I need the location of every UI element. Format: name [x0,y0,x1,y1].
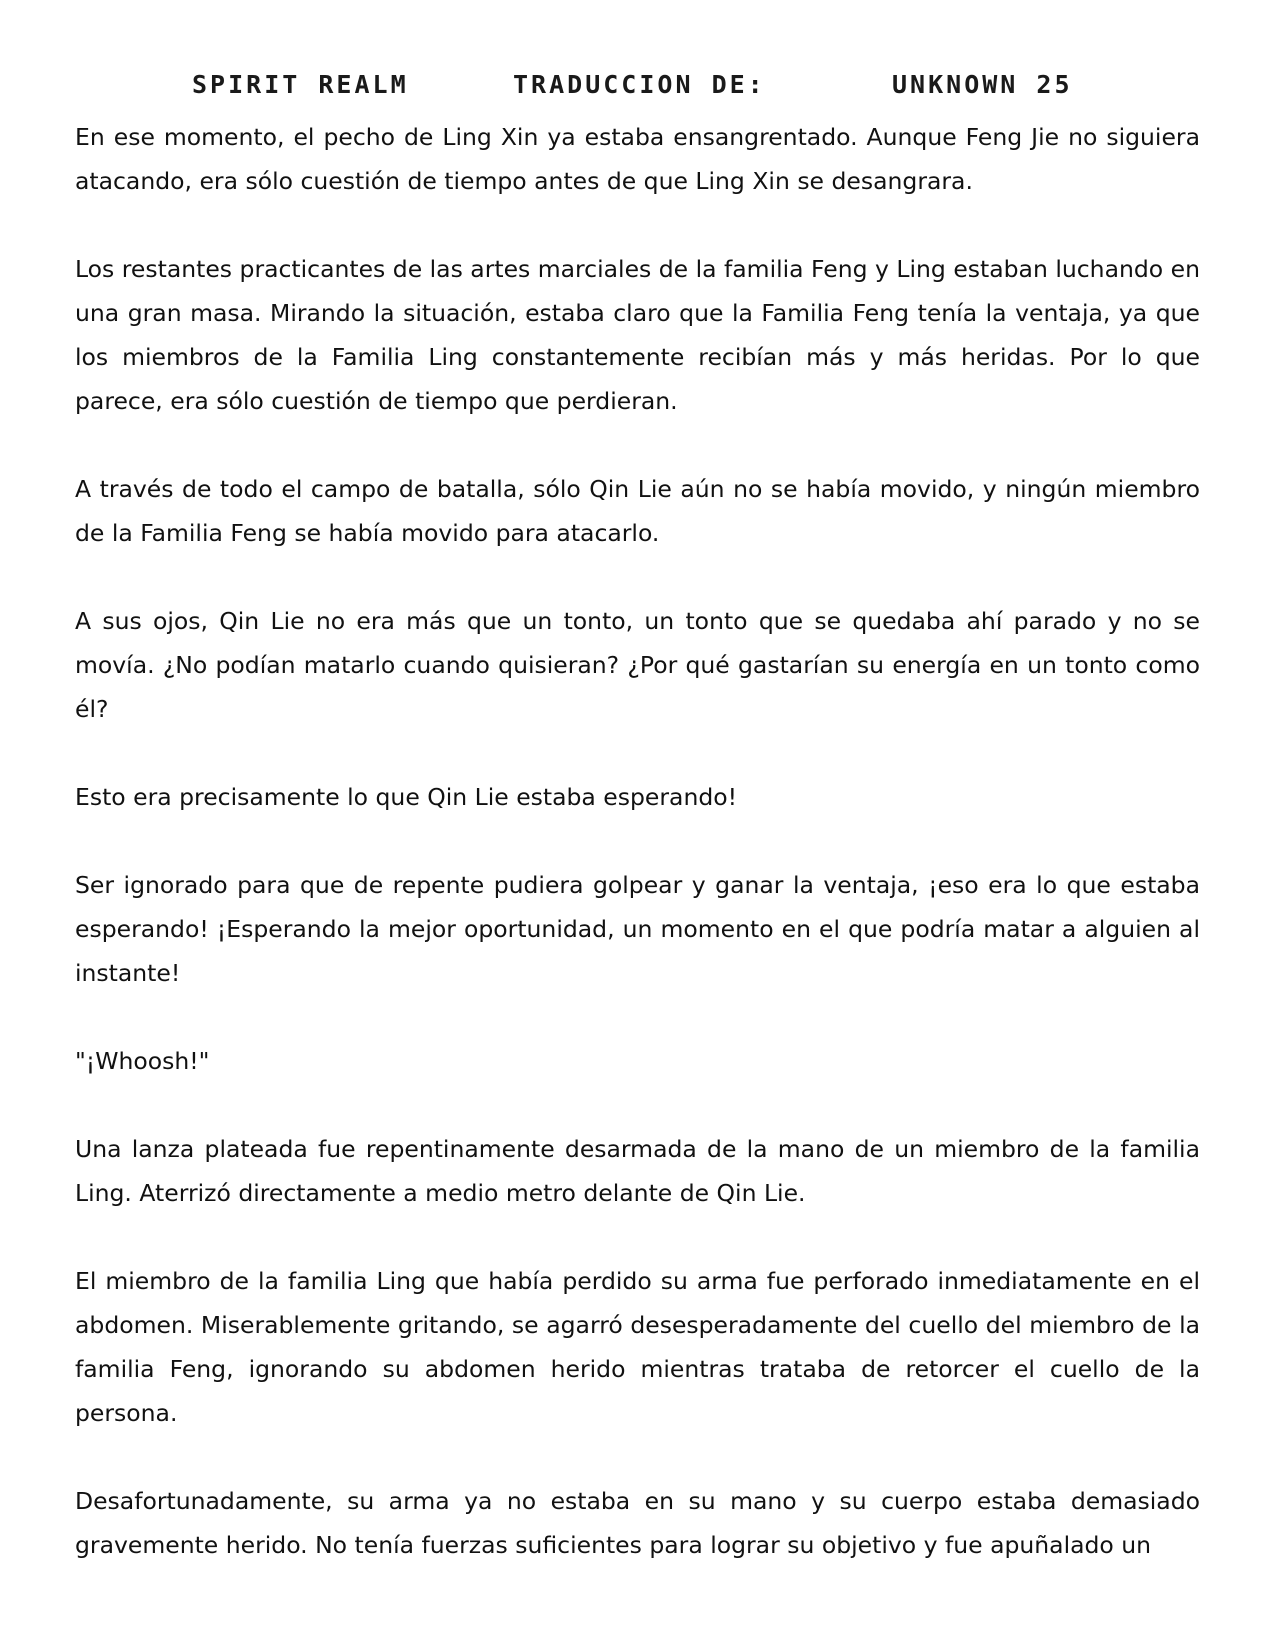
paragraph: En ese momento, el pecho de Ling Xin ya estaba ensangrentado. Aunque Feng Jie no siguiera atacando, era sólo cuestión de tiempo antes de que Ling Xin se desangrara. [75,123,1200,195]
header-translation-label: TRADUCCION DE: [513,70,766,99]
page-header [0,70,1275,110]
paragraph: A través de todo el campo de batalla, sólo Qin Lie aún no se había movido, y ningún miembro de la Familia Feng se había movido para atacarlo. [75,475,1200,547]
header-novel-title: SPIRIT REALM [192,70,409,99]
paragraph: "¡Whoosh!" [75,1047,210,1075]
paragraph: El miembro de la familia Ling que había perdido su arma fue perforado inmediatamente en el abdomen. Miserablemente gritando, se agarró desesperadamente del cuello del miembro de la familia Feng, ignorando su abdomen herido mientras trataba de retorcer el cuello de la persona. [75,1267,1200,1427]
document-body [75,115,1200,1611]
paragraph: Ser ignorado para que de repente pudiera golpear y ganar la ventaja, ¡eso era lo que estaba esperando! ¡Esperando la mejor oportunidad, un momento en el que podría matar a alguien al instante! [75,871,1200,987]
paragraph: Los restantes practicantes de las artes marciales de la familia Feng y Ling estaban luchando en una gran masa. Mirando la situación, estaba claro que la Familia Feng tenía la ventaja, ya que los miembros de la Familia Ling constantemente recibían más y más heridas. Por lo que parece, era sólo cuestión de tiempo que perdieran. [75,255,1200,415]
header-translator-name: UNKNOWN 25 [892,70,1073,99]
paragraph: Desafortunadamente, su arma ya no estaba en su mano y su cuerpo estaba demasiado gravemente herido. No tenía fuerzas suficientes para lograr su objetivo y fue apuñalado un [75,1487,1200,1559]
paragraph: A sus ojos, Qin Lie no era más que un tonto, un tonto que se quedaba ahí parado y no se movía. ¿No podían matarlo cuando quisieran? ¿Por qué gastarían su energía en un tonto como él? [75,607,1200,723]
paragraph: Esto era precisamente lo que Qin Lie estaba esperando! [75,783,738,811]
paragraph: Una lanza plateada fue repentinamente desarmada de la mano de un miembro de la familia Ling. Aterrizó directamente a medio metro delante de Qin Lie. [75,1135,1200,1207]
